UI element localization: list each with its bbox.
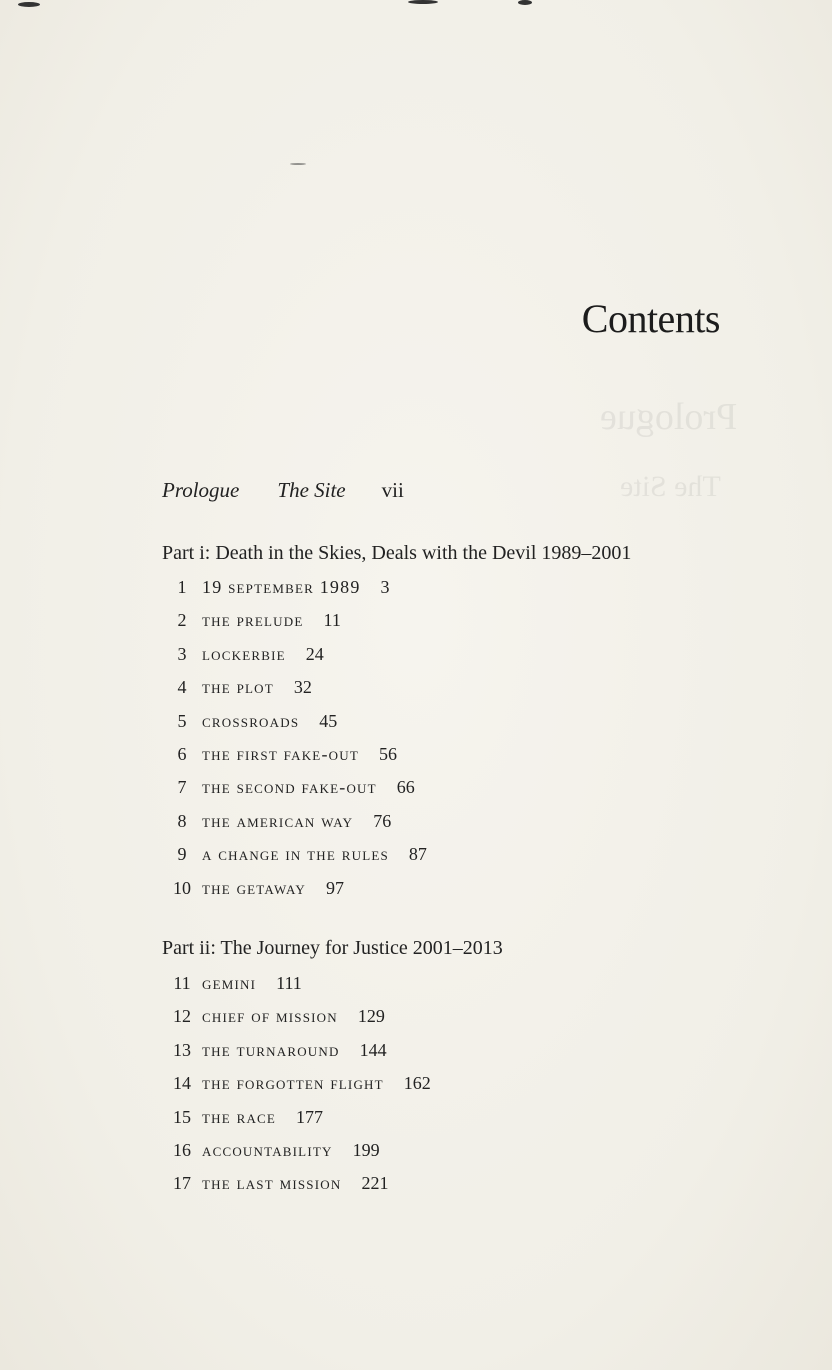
chapter-page: 177: [296, 1106, 324, 1127]
chapter-number: 16: [173, 1139, 191, 1160]
chapter-number: 12: [173, 1006, 191, 1027]
chapter-number: 15: [173, 1106, 191, 1127]
chapter-number: 13: [173, 1039, 191, 1060]
chapter-title: the last mission: [202, 1173, 342, 1194]
chapter-page: 56: [378, 743, 397, 764]
chapter-page: 76: [373, 810, 392, 831]
chapter-entry: [162, 1067, 431, 1100]
chapter-entry: [162, 1034, 431, 1067]
chapter-entry: [162, 1167, 431, 1200]
chapter-title: gemini: [202, 973, 257, 993]
chapter-title: the first fake-out: [202, 743, 359, 764]
chapter-title: crossroads: [202, 710, 300, 731]
part-heading: Part i: Death in the Skies, Deals with the Devil 1989–2001: [162, 542, 632, 564]
scan-speck: [408, 0, 438, 4]
chapter-number: 4: [177, 677, 187, 698]
page-title: Contents: [581, 295, 720, 341]
chapter-title: the getaway: [202, 877, 306, 898]
chapter-title: the forgotten flight: [202, 1073, 384, 1094]
chapter-number: 10: [173, 877, 191, 898]
chapter-title: accountability: [202, 1139, 333, 1160]
chapter-number: 11: [173, 973, 191, 993]
chapter-entry: [162, 671, 427, 704]
chapter-title: the prelude: [202, 610, 304, 631]
chapter-entry: [162, 1000, 431, 1033]
chapter-list: [162, 571, 427, 905]
chapter-page: 144: [359, 1039, 387, 1060]
chapter-page: 66: [396, 777, 415, 798]
chapter-title: the plot: [202, 677, 274, 698]
scan-speck: [290, 163, 306, 165]
chapter-entry: [162, 1134, 431, 1167]
prologue-page: vii: [381, 478, 404, 502]
chapter-number: 1: [177, 577, 187, 597]
chapter-page: 129: [357, 1006, 385, 1027]
chapter-number: 8: [177, 810, 187, 831]
chapter-page: 87: [408, 844, 427, 865]
chapter-entry: [162, 967, 431, 1000]
chapter-number: 2: [177, 610, 187, 631]
chapter-page: 3: [380, 577, 390, 597]
chapter-entry: [162, 838, 427, 871]
chapter-title: chief of mission: [202, 1006, 338, 1027]
show-through-bleed: Prologue: [600, 396, 738, 438]
chapter-entry: [162, 638, 427, 671]
chapter-number: 17: [173, 1173, 191, 1194]
chapter-entry: [162, 705, 427, 738]
chapter-page: 45: [319, 710, 338, 731]
chapter-page: 32: [293, 677, 312, 698]
chapter-title: the turnaround: [202, 1039, 340, 1060]
chapter-page: 11: [323, 610, 341, 631]
chapter-entry: [162, 872, 427, 905]
chapter-entry: [162, 604, 427, 637]
chapter-entry: [162, 805, 427, 838]
chapter-entry: [162, 571, 427, 604]
chapter-number: 5: [177, 710, 187, 731]
chapter-page: 162: [403, 1073, 431, 1094]
chapter-page: 221: [361, 1173, 389, 1194]
chapter-title: the race: [202, 1106, 277, 1127]
chapter-page: 111: [276, 973, 302, 993]
chapter-entry: [162, 738, 427, 771]
chapter-number: 3: [177, 643, 187, 664]
chapter-list: [162, 967, 431, 1201]
chapter-entry: [162, 771, 427, 804]
chapter-entry: [162, 1101, 431, 1134]
chapter-title: the american way: [202, 810, 354, 831]
chapter-number: 6: [177, 743, 187, 764]
show-through-bleed: The Site: [620, 470, 721, 503]
scan-speck: [18, 2, 40, 7]
prologue-title: The Site: [277, 478, 346, 502]
chapter-title: a change in the rules: [202, 844, 389, 865]
chapter-number: 7: [177, 777, 187, 798]
chapter-page: 24: [305, 643, 324, 664]
part-heading: Part ii: The Journey for Justice 2001–2013: [162, 937, 503, 959]
chapter-title: lockerbie: [202, 643, 286, 664]
prologue-entry: [162, 478, 404, 503]
chapter-number: 9: [177, 844, 187, 865]
chapter-page: 199: [352, 1139, 380, 1160]
chapter-number: 14: [173, 1073, 191, 1094]
chapter-title: the second fake-out: [202, 777, 377, 798]
chapter-page: 97: [325, 877, 344, 898]
chapter-title: 19 september 1989: [202, 577, 361, 597]
scan-speck: [518, 0, 532, 5]
prologue-label: Prologue: [162, 478, 240, 502]
